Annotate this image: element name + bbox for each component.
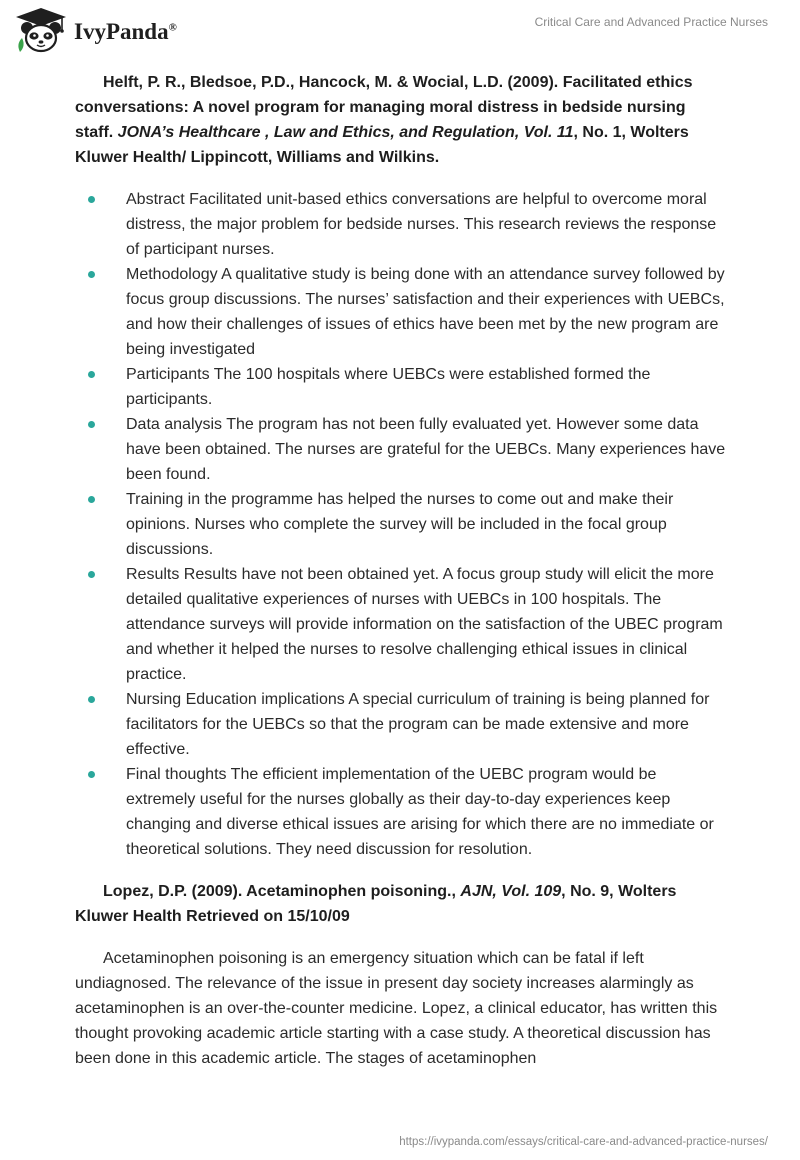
bullet-icon <box>88 496 95 503</box>
page-header <box>0 0 800 60</box>
bullet-icon <box>88 771 95 778</box>
ivypanda-logo[interactable] <box>12 6 177 56</box>
bullet-icon <box>88 571 95 578</box>
list-item: Data analysis The program has not been fully evaluated yet. However some data have been obtained. The nurses are grateful for the UEBCs. Many experiences have been found. <box>75 412 727 487</box>
list-item: Methodology A qualitative study is being done with an attendance survey followed by focus group discussions. The nurses’ satisfaction and their experiences with UEBCs, and how their challenges of issues of ethics have been met by the new program are being investigated <box>75 262 727 362</box>
bullet-icon <box>88 196 95 203</box>
list-item: Final thoughts The efficient implementation of the UEBC program would be extremely useful for the nurses globally as their day-to-day experiences keep changing and diverse ethical issues are arising for which there are no immediate or theoretical solutions. They need discussion for resolution. <box>75 762 727 862</box>
list-item: Results Results have not been obtained yet. A focus group study will elicit the more detailed qualitative experiences of nurses with UEBCs in 100 hospitals. The attendance surveys will provide information on the satisfaction of the UBEC program and whether it helped the nurses to resolve challenging ethical issues in clinical practice. <box>75 562 727 687</box>
bullet-icon <box>88 421 95 428</box>
reference-helft: Helft, P. R., Bledsoe, P.D., Hancock, M. & Wocial, L.D. (2009). Facilitated ethics conversations: A novel program for managing moral distress in bedside nursing staff. JONA’s Healthcare , Law and Ethics, and Regulation, Vol. 11, No. 1, Wolters Kluwer Health/ Lippincott, Williams and Wilkins. <box>75 74 693 166</box>
list-item: Training in the programme has helped the nurses to come out and make their opinions. Nurses who complete the survey will be included in the focal group discussions. <box>75 487 727 562</box>
body-paragraph: Acetaminophen poisoning is an emergency situation which can be fatal if left undiagnosed. The relevance of the issue in present day society increases alarmingly as acetaminophen is an over-the-counter medicine. Lopez, a clinical educator, has written this thought provoking academic article starting with a case study. A theoretical discussion has been done in this academic article. The stages of acetaminophen <box>75 950 718 1067</box>
summary-bullet-list <box>75 187 727 862</box>
bullet-icon <box>88 696 95 703</box>
brand-name: IvyPanda® <box>74 19 177 44</box>
panda-graduate-icon <box>12 6 70 56</box>
list-item: Participants The 100 hospitals where UEBCs were established formed the participants. <box>75 362 727 412</box>
bullet-icon <box>88 271 95 278</box>
document-title: Critical Care and Advanced Practice Nurses <box>534 15 768 29</box>
list-item: Abstract Facilitated unit-based ethics conversations are helpful to overcome moral distress, the major problem for bedside nurses. This research reviews the response of participant nurses. <box>75 187 727 262</box>
source-url-link[interactable]: https://ivypanda.com/essays/critical-care-and-advanced-practice-nurses/ <box>399 1136 768 1148</box>
bullet-icon <box>88 371 95 378</box>
document-body <box>75 70 727 1071</box>
reference-lopez: Lopez, D.P. (2009). Acetaminophen poisoning., AJN, Vol. 109, No. 9, Wolters Kluwer Health Retrieved on 15/10/09 <box>75 883 677 925</box>
list-item: Nursing Education implications A special curriculum of training is being planned for facilitators for the UEBCs so that the program can be made extensive and more effective. <box>75 687 727 762</box>
